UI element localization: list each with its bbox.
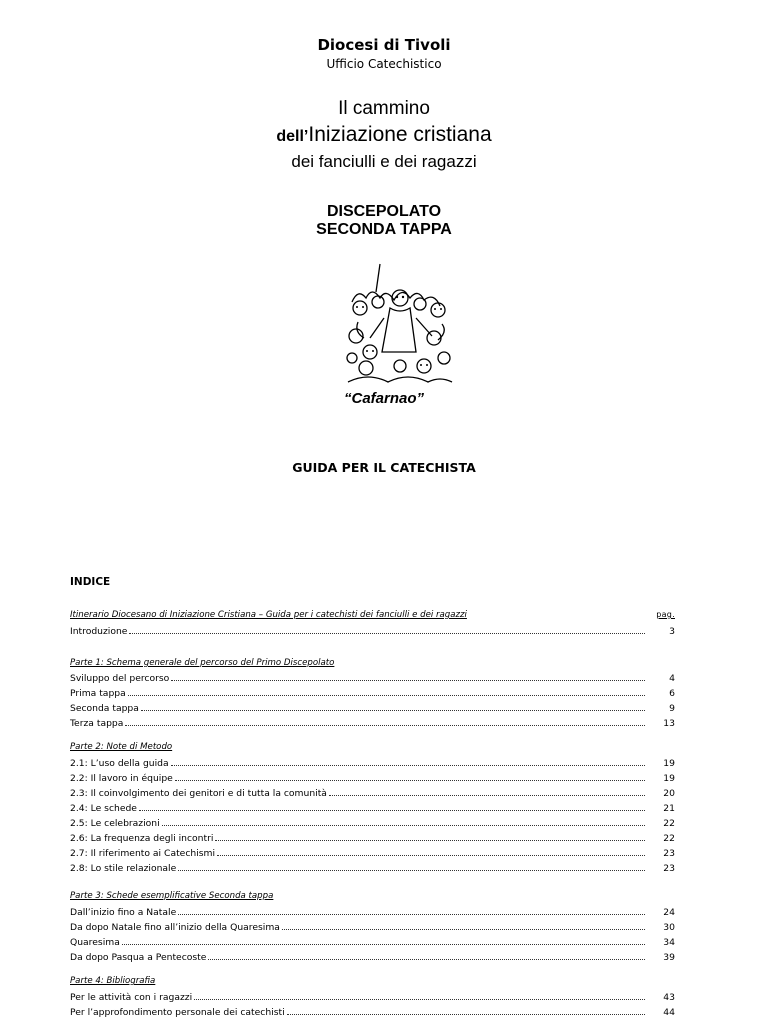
toc-entry[interactable] — [70, 786, 675, 799]
toc-intro-heading — [70, 610, 675, 623]
toc-entry[interactable] — [70, 1005, 675, 1018]
toc-entry-label: Per le attività con i ragazzi — [70, 992, 193, 1003]
toc-entry-label: Quaresima — [70, 937, 120, 948]
toc-entry-page: 22 — [663, 818, 675, 829]
toc-section-heading-text: Parte 3: Schede esemplificative Seconda tappa — [70, 891, 274, 901]
toc-entry[interactable] — [70, 624, 675, 637]
title-line-2 — [0, 123, 768, 147]
toc-entry-label: Introduzione — [70, 626, 128, 637]
toc-entry[interactable] — [70, 756, 675, 769]
dot-leader — [128, 695, 645, 696]
toc-entry-label: 2.5: Le celebrazioni — [70, 818, 160, 829]
toc-entry[interactable] — [70, 831, 675, 844]
title-line-2-prefix: dell’ — [276, 128, 309, 145]
toc-entry-page: 4 — [669, 673, 675, 684]
office-name: Ufficio Catechistico — [326, 57, 442, 71]
toc-entry[interactable] — [70, 771, 675, 784]
dot-leader — [178, 870, 645, 871]
toc-entry-page: 43 — [663, 992, 675, 1003]
toc-entry-label: Terza tappa — [70, 718, 124, 729]
dot-leader — [175, 780, 645, 781]
toc-entry-page: 3 — [669, 626, 675, 637]
toc-section-heading-text: Parte 1: Schema generale del percorso del Primo Discepolato — [70, 658, 335, 668]
toc-section-heading-text: Parte 2: Note di Metodo — [70, 742, 173, 752]
stage-line-1: DISCEPOLATO — [326, 203, 442, 220]
toc-entry-page: 19 — [663, 758, 675, 769]
toc-entry[interactable] — [70, 846, 675, 859]
toc-entry-page: 39 — [663, 952, 675, 963]
toc-entry[interactable] — [70, 861, 675, 874]
toc-entry-label: 2.6: La frequenza degli incontri — [70, 833, 214, 844]
toc-section-heading-text: Parte 4: Bibliografia — [70, 976, 156, 986]
index-title: INDICE — [70, 576, 111, 588]
dot-leader — [208, 959, 645, 960]
toc-entry-page: 19 — [663, 773, 675, 784]
toc-entry[interactable] — [70, 816, 675, 829]
dot-leader — [329, 795, 645, 796]
dot-leader — [141, 710, 645, 711]
dot-leader — [215, 840, 645, 841]
toc-entry[interactable] — [70, 716, 675, 729]
toc-section-heading — [70, 742, 675, 755]
toc-entry-label: 2.7: Il riferimento ai Catechismi — [70, 848, 216, 859]
toc-entry-label: 2.2: Il lavoro in équipe — [70, 773, 173, 784]
dot-leader — [282, 929, 645, 930]
diocese-name: Diocesi di Tivoli — [317, 36, 451, 54]
guide-title: GUIDA PER IL CATECHISTA — [292, 460, 476, 475]
toc-section-heading — [70, 976, 675, 989]
toc-entry-page: 23 — [663, 863, 675, 874]
illustration-caption: “Cafarnao” — [343, 390, 425, 407]
dot-leader — [178, 914, 645, 915]
toc-entry-page: 22 — [663, 833, 675, 844]
dot-leader — [162, 825, 645, 826]
toc-entry-label: Sviluppo del percorso — [70, 673, 170, 684]
toc-entry-page: 34 — [663, 937, 675, 948]
title-line-3: dei fanciulli e dei ragazzi — [291, 152, 477, 171]
dot-leader — [129, 633, 645, 634]
toc-intro-heading-text: Itinerario Diocesano di Iniziazione Cristiana – Guida per i catechisti dei fanciulli e dei ragazzi — [70, 610, 467, 620]
toc-entry-page: 24 — [663, 907, 675, 918]
toc-entry-page: 30 — [663, 922, 675, 933]
toc-entry-label: Seconda tappa — [70, 703, 139, 714]
toc-entry[interactable] — [70, 701, 675, 714]
toc-entry-page: 23 — [663, 848, 675, 859]
stage-line-2: SECONDA TAPPA — [316, 221, 452, 238]
toc-entry[interactable] — [70, 801, 675, 814]
toc-entry-page: 44 — [663, 1007, 675, 1018]
dot-leader — [125, 725, 645, 726]
title-line-1: Il cammino — [338, 98, 430, 119]
toc-entry-page: 13 — [663, 718, 675, 729]
dot-leader — [171, 765, 645, 766]
dot-leader — [139, 810, 645, 811]
toc-entry-label: 2.3: Il coinvolgimento dei genitori e di tutta la comunità — [70, 788, 327, 799]
toc-entry-label: 2.4: Le schede — [70, 803, 137, 814]
toc-entry-label: Dall’inizio fino a Natale — [70, 907, 177, 918]
toc-entry-label: 2.1: L’uso della guida — [70, 758, 169, 769]
toc-section-heading — [70, 891, 675, 904]
dot-leader — [122, 944, 645, 945]
toc-entry[interactable] — [70, 671, 675, 684]
toc-entry[interactable] — [70, 935, 675, 948]
dot-leader — [287, 1014, 645, 1015]
toc-entry-label: 2.8: Lo stile relazionale — [70, 863, 177, 874]
toc-entry-label: Per l’approfondimento personale dei catechisti — [70, 1007, 285, 1018]
toc-entry-page: 9 — [669, 703, 675, 714]
toc-entry-page: 6 — [669, 688, 675, 699]
toc-entry[interactable] — [70, 990, 675, 1003]
dot-leader — [171, 680, 645, 681]
toc-entry-label: Da dopo Natale fino all’inizio della Quaresima — [70, 922, 280, 933]
toc-entry[interactable] — [70, 905, 675, 918]
pag-label: pag. — [656, 610, 675, 619]
title-line-2-main: Iniziazione cristiana — [308, 123, 492, 146]
toc-entry-page: 20 — [663, 788, 675, 799]
toc-entry-page: 21 — [663, 803, 675, 814]
crowd-illustration — [344, 262, 456, 386]
dot-leader — [194, 999, 645, 1000]
toc-entry-label: Da dopo Pasqua a Pentecoste — [70, 952, 207, 963]
toc-entry[interactable] — [70, 950, 675, 963]
toc-entry[interactable] — [70, 920, 675, 933]
toc-entry-label: Prima tappa — [70, 688, 126, 699]
toc-entry[interactable] — [70, 686, 675, 699]
dot-leader — [217, 855, 645, 856]
toc-section-heading — [70, 658, 675, 671]
